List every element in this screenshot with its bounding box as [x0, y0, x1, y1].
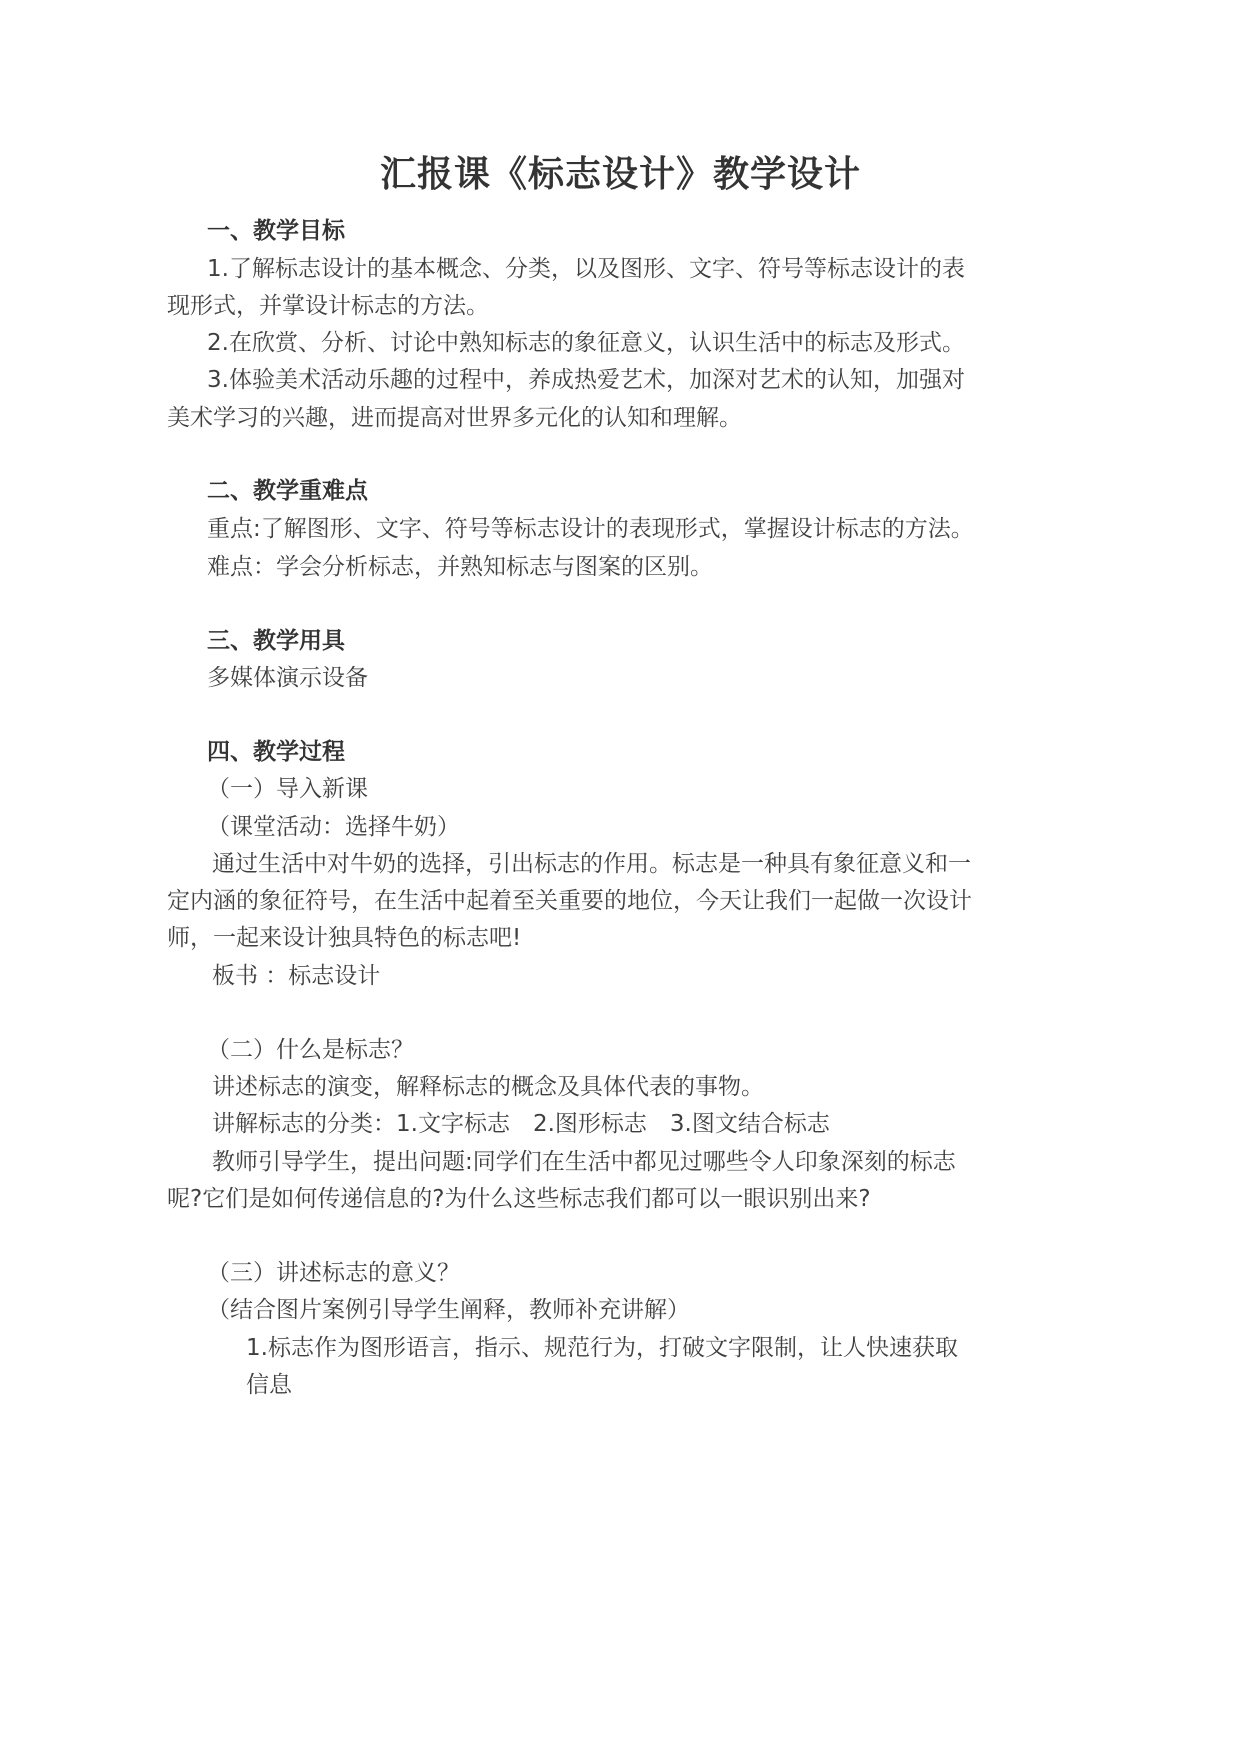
objective-2-line-1: 2.在欣赏、分析、讨论中熟知标志的象征意义，认识生活中的标志及形式。 — [207, 330, 965, 356]
part-2-title: （二）什么是标志？ — [207, 1037, 414, 1063]
part-1-paragraph-line-2: 定内涵的象征符号，在生活中起着至关重要的地位，今天让我们一起做一次设计 — [167, 888, 972, 914]
part-1-board-note: 板书 ：标志设计 — [212, 963, 381, 989]
difficulty-text: 难点：学会分析标志，并熟知标志与图案的区别。 — [207, 554, 713, 580]
part-1-paragraph-line-1: 通过生活中对牛奶的选择，引出标志的作用。标志是一种具有象征意义和一 — [212, 851, 971, 877]
section-heading-process: 四、教学过程 — [207, 739, 345, 765]
part-3-item-1-line-1: 1.标志作为图形语言，指示、规范行为，打破文字限制，让人快速获取 — [246, 1335, 958, 1361]
part-2-line-2: 讲解标志的分类：1.文字标志 2.图形标志 3.图文结合标志 — [212, 1111, 830, 1137]
section-heading-objectives: 一、教学目标 — [207, 218, 345, 244]
objective-1-line-1: 1.了解标志设计的基本概念、分类，以及图形、文字、符号等标志设计的表 — [207, 256, 965, 282]
part-3-item-1-line-2: 信息 — [246, 1372, 292, 1398]
part-2-line-3: 教师引导学生，提出问题:同学们在生活中都见过哪些令人印象深刻的标志 — [212, 1149, 956, 1175]
document-title: 汇报课《标志设计》教学设计 — [379, 154, 861, 195]
part-3-title: （三）讲述标志的意义？ — [207, 1260, 460, 1286]
key-point-text: 重点:了解图形、文字、符号等标志设计的表现形式，掌握设计标志的方法。 — [207, 516, 974, 542]
part-1-activity: （课堂活动：选择牛奶） — [207, 814, 460, 840]
section-heading-key-points: 二、教学重难点 — [207, 478, 368, 504]
part-1-title: （一）导入新课 — [207, 776, 368, 802]
objective-3-line-1: 3.体验美术活动乐趣的过程中，养成热爱艺术，加深对艺术的认知，加强对 — [207, 367, 965, 393]
tools-text: 多媒体演示设备 — [207, 665, 368, 691]
section-heading-tools: 三、教学用具 — [207, 628, 345, 654]
objective-1-line-2: 现形式，并掌设计标志的方法。 — [167, 293, 489, 319]
part-2-line-1: 讲述标志的演变，解释标志的概念及具体代表的事物。 — [212, 1074, 764, 1100]
part-2-line-4: 呢?它们是如何传递信息的?为什么这些标志我们都可以一眼识别出来? — [167, 1186, 871, 1212]
objective-3-line-2: 美术学习的兴趣，进而提高对世界多元化的认知和理解。 — [167, 405, 742, 431]
part-1-paragraph-line-3: 师，一起来设计独具特色的标志吧! — [167, 925, 522, 951]
part-3-subtitle: （结合图片案例引导学生阐释，教师补充讲解） — [207, 1297, 690, 1323]
